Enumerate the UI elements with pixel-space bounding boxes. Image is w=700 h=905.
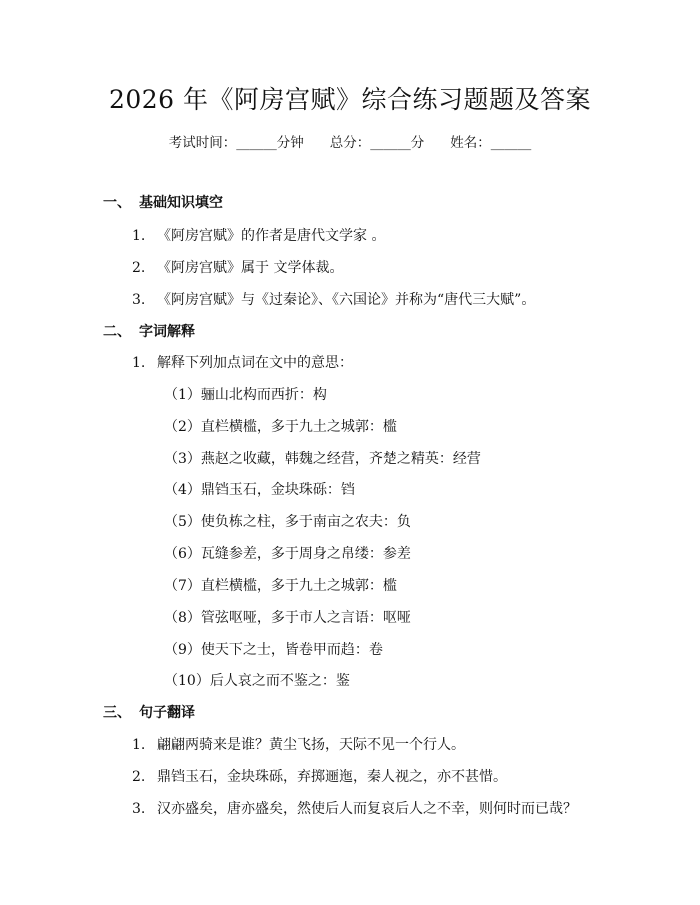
word-item: （1）骊山北构而西折：构 [164,387,327,403]
question-number: 1. [132,737,146,753]
section-title: 字词解释 [139,324,195,340]
word-item: （8）管弦呕哑，多于市人之言语：呕哑 [164,610,411,626]
word-item: （6）瓦缝参差，多于周身之帛缕：参差 [164,546,411,562]
section-number: 二、 [103,324,131,340]
section-title: 句子翻译 [139,705,195,721]
question-text: 汉亦盛矣，唐亦盛矣，然使后人而复哀后人之不幸，则何时而已哉？ [157,801,577,817]
word-item: （9）使天下之士，皆卷甲而趋：卷 [164,642,383,658]
question-item [132,798,577,818]
exam-time-field: 考试时间：______分钟 [168,135,304,151]
section-number: 三、 [103,705,131,721]
question-item [132,289,535,309]
question-item [132,766,507,786]
name-field: 姓名：______ [450,135,532,151]
total-score-field: 总分：______分 [329,135,425,151]
exam-meta [0,131,700,151]
question-number: 2. [132,260,146,276]
word-item: （10）后人哀之而不鉴之：鉴 [164,673,350,689]
question-item [132,734,465,754]
question-item [132,225,385,245]
word-item: （3）燕赵之收藏，韩魏之经营，齐楚之精英：经营 [164,451,481,467]
section-heading-1 [103,192,223,212]
question-text: 《阿房宫赋》的作者是唐代文学家 。 [157,228,386,244]
word-item: （4）鼎铛玉石，金块珠砾：铛 [164,482,355,498]
question-text: 解释下列加点词在文中的意思： [157,355,353,371]
question-text: 《阿房宫赋》属于 文学体裁。 [157,260,344,276]
question-number: 3. [132,292,146,308]
word-item: （5）使负栋之柱，多于南亩之农夫：负 [164,514,411,530]
question-item [132,257,343,277]
word-item: （7）直栏横槛，多于九土之城郭：槛 [164,578,397,594]
section-number: 一、 [103,195,131,211]
question-text: 鼎铛玉石，金块珠砾，弃掷逦迤，秦人视之，亦不甚惜。 [157,769,507,785]
section-title: 基础知识填空 [139,195,223,211]
word-item: （2）直栏横槛，多于九土之城郭：槛 [164,419,397,435]
section-heading-2 [103,321,195,341]
question-text: 翩翩两骑来是谁？黄尘飞扬，天际不见一个行人。 [157,737,465,753]
page-title: 2026 年《阿房宫赋》综合练习题题及答案 [108,85,592,114]
question-number: 1. [132,228,146,244]
question-text: 《阿房宫赋》与《过秦论》、《六国论》并称为“唐代三大赋”。 [157,292,536,308]
question-number: 2. [132,769,146,785]
question-number: 1. [132,355,146,371]
question-item [132,352,353,372]
section-heading-3 [103,702,195,722]
question-number: 3. [132,801,146,817]
